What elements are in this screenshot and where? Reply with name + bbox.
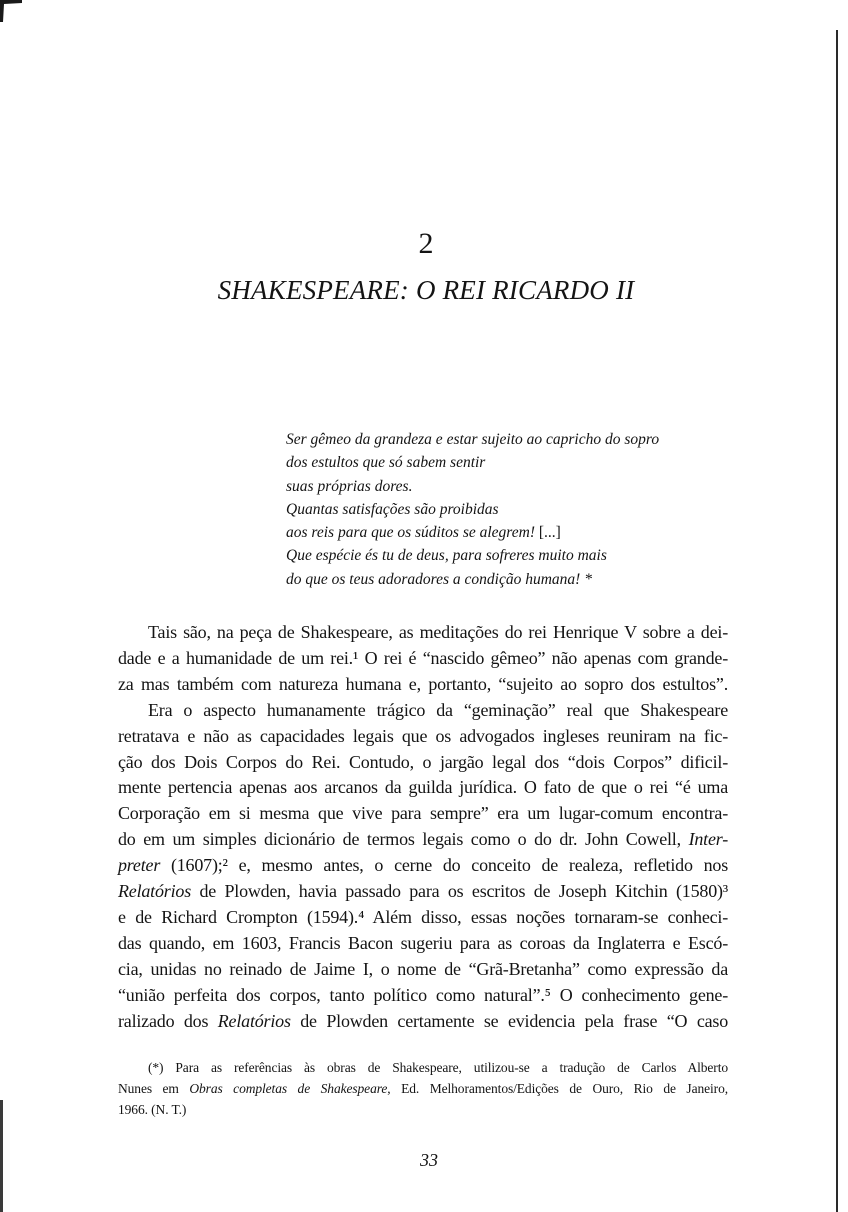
footnote (118, 1057, 728, 1120)
epigraph-line: Ser gêmeo da grandeza e estar sujeito ao capricho do sopro (286, 431, 660, 448)
epigraph-ellipsis: [...] (535, 524, 561, 542)
footnote-line (118, 1078, 728, 1099)
book-title-italic: Obras completas de Shakespeare (189, 1081, 388, 1096)
footnote-line: 1966. (N. T.) (118, 1102, 187, 1117)
epigraph-line: dos estultos que só sabem sentir (286, 454, 486, 472)
body-line: mente pertencia apenas aos arcanos da guilda jurídica. O fato de que o rei “é uma (118, 777, 728, 798)
book-title-italic: Inter- (688, 829, 728, 850)
body-line (118, 853, 728, 879)
footnote-text: , Ed. Melhoramentos/Edições de Ouro, Rio de Janeiro, (387, 1081, 728, 1096)
scan-edge-right (836, 30, 838, 1212)
book-title-italic: preter (118, 855, 161, 876)
body-line-text: de Plowden, havia passado para os escritos de Joseph Kitchin (1580)³ (191, 881, 728, 902)
body-line: za mas também com natureza humana e, portanto, “sujeito ao sopro dos estultos”. (118, 673, 728, 694)
body-line-text: do em um simples dicionário de termos legais como o do dr. John Cowell, (118, 829, 689, 850)
body-line (118, 1009, 728, 1035)
footnote-line: (*) Para as referências às obras de Shakespeare, utilizou-se a tradução de Carlos Alberto (148, 1060, 728, 1075)
epigraph-line (286, 521, 736, 544)
body-line: “união perfeita dos corpos, tanto político como natural”.⁵ O conhecimento gene- (118, 984, 728, 1005)
body-line: Tais são, na peça de Shakespeare, as meditações do rei Henrique V sobre a dei- (148, 622, 728, 642)
epigraph-line: Que espécie és tu de deus, para sofreres muito mais (286, 547, 607, 565)
body-line (118, 827, 728, 853)
body-line: Corporação em si mesma que vive para sempre” era um lugar-comum encontra- (118, 803, 728, 824)
body-line (118, 879, 728, 905)
book-title-italic: Relatórios (118, 881, 191, 902)
scan-corner-mark (0, 0, 22, 22)
epigraph-line: do que os teus adoradores a condição humana! * (286, 570, 592, 588)
chapter-number: 2 (418, 227, 434, 260)
body-line: ção dos Dois Corpos do Rei. Contudo, o jargão legal dos “dois Corpos” dificil- (118, 751, 728, 772)
epigraph-line: suas próprias dores. (286, 477, 413, 495)
body-line-text: (1607);² e, mesmo antes, o cerne do conceito de realeza, refletido nos (160, 855, 728, 876)
body-line: Era o aspecto humanamente trágico da “geminação” real que Shakespeare (148, 699, 728, 720)
page-number: 33 (420, 1150, 438, 1170)
epigraph-line-text: aos reis para que os súditos se alegrem! (286, 524, 535, 542)
body-line: retratava e não as capacidades legais que os advogados ingleses reuniram na fic- (118, 725, 728, 746)
epigraph-line: Quantas satisfações são proibidas (286, 500, 499, 518)
body-line: das quando, em 1603, Francis Bacon sugeriu para as coroas da Inglaterra e Escó- (118, 932, 728, 953)
book-title-italic: Relatórios (217, 1010, 291, 1031)
footnote-text: Nunes em (118, 1081, 190, 1096)
body-line: e de Richard Crompton (1594).⁴ Além disso, essas noções tornaram-se conheci- (118, 906, 728, 927)
body-line-text: ralizado dos (118, 1010, 218, 1031)
chapter-title: SHAKESPEARE: O REI RICARDO II (217, 275, 635, 305)
body-line-text: de Plowden certamente se evidencia pela frase “O caso (290, 1010, 729, 1031)
epigraph (286, 428, 736, 591)
body-line: dade e a humanidade de um rei.¹ O rei é “nascido gêmeo” não apenas com grande- (118, 647, 728, 668)
body-line: cia, unidas no reinado de Jaime I, o nome de “Grã-Bretanha” como expressão da (118, 958, 728, 979)
body-text (118, 620, 728, 1035)
